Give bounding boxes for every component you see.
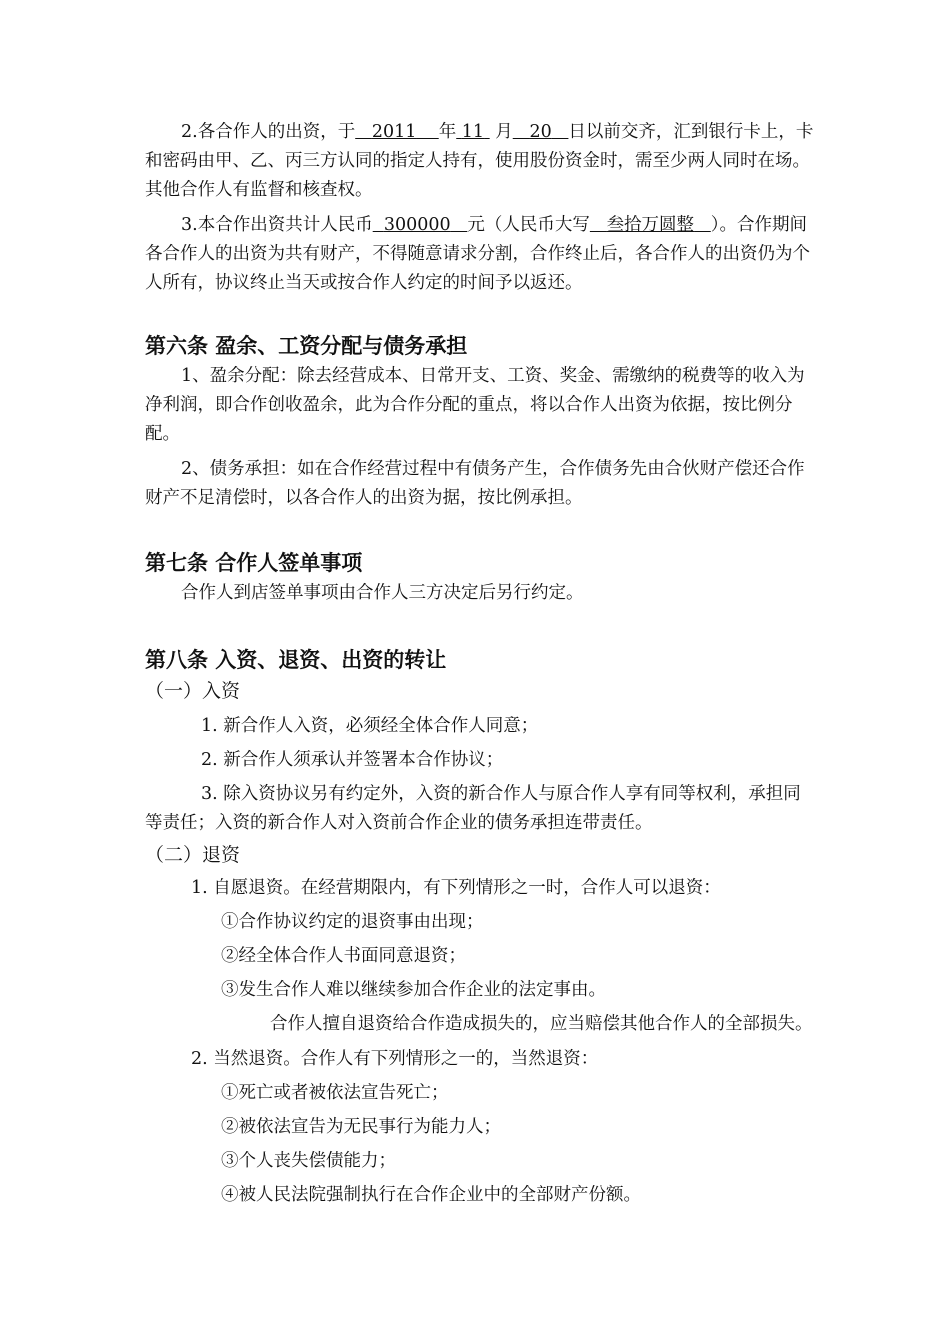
month-value: 11 xyxy=(461,122,485,142)
list-item: 3. 除入资协议另有约定外，入资的新合作人与原合作人享有同等权利，承担同等责任；入资的新合作人对入资前合作企业的债务承担连带责任。 xyxy=(145,784,801,833)
list-item: ③发生合作人难以继续参加合作企业的法定事由。 xyxy=(221,980,606,1000)
debt-bearing-paragraph: 2、债务承担：如在合作经营过程中有债务产生，合作债务先由合伙财产偿还合作财产不足清偿时，以各合作人的出资为据，按比例承担。 xyxy=(145,459,805,508)
list-item: ②经全体合作人书面同意退资； xyxy=(221,946,466,966)
month-blank xyxy=(456,122,489,142)
voluntary-withdrawal: 1. 自愿退资。在经营期限内，有下列情形之一时，合作人可以退资： xyxy=(191,878,721,898)
total-capital-paragraph xyxy=(145,211,815,298)
year-value: 2011 xyxy=(371,122,417,142)
text: 2.各合作人的出资，于 xyxy=(181,122,356,142)
day-value: 20 xyxy=(529,122,552,142)
amount-cn-value: 叁拾万圆整 xyxy=(606,215,695,235)
list-item: ④被人民法院强制执行在合作企业中的全部财产份额。 xyxy=(221,1185,641,1205)
voluntary-withdrawal-note: 合作人擅自退资给合作造成损失的，应当赔偿其他合作人的全部损失。 xyxy=(270,1014,813,1034)
year-blank xyxy=(355,122,439,142)
text: 月 xyxy=(495,122,513,142)
amount-value: 300000 xyxy=(383,215,451,235)
list-item: ①合作协议约定的退资事由出现； xyxy=(221,912,484,932)
text: 日以前交齐，汇到银行卡上，卡和密码由甲、乙、丙三方认同的指定人持有，使用股份资金时，需至少两人同时在场。其他合作人有监督和核查权。 xyxy=(145,122,814,200)
list-item: 1. 新合作人入资，必须经全体合作人同意； xyxy=(201,716,539,736)
list-item: ①死亡或者被依法宣告死亡； xyxy=(221,1083,449,1103)
document-page xyxy=(145,118,815,1210)
text: 年 xyxy=(438,122,457,142)
day-blank xyxy=(513,122,569,142)
amount-blank xyxy=(373,215,468,235)
surplus-distribution-paragraph: 1、盈余分配：除去经营成本、日常开支、工资、奖金、需缴纳的税费等的收入为净利润，即合作创收盈余，此为合作分配的重点，将以合作人出资为依据，按比例分配。 xyxy=(145,366,805,444)
contribution-deadline-paragraph xyxy=(145,118,815,205)
list-item: 2. 新合作人须承认并签署本合作协议； xyxy=(201,750,504,770)
withdrawal-heading: （二）退资 xyxy=(145,844,241,866)
capital-entry-heading: （一）入资 xyxy=(145,680,241,702)
text: 元（人民币大写 xyxy=(467,215,590,235)
section-8-title: 第八条 入资、退资、出资的转让 xyxy=(145,648,447,672)
section-7-title: 第七条 合作人签单事项 xyxy=(145,551,363,575)
list-item: ③个人丧失偿债能力； xyxy=(221,1151,396,1171)
amount-cn-blank xyxy=(590,215,711,235)
text: ）。合作期间各合作人的出资为共有财产，不得随意请求分割，合作终止后，各合作人的出资仍为个人所有，协议终止当天或按合作人约定的时间予以返还。 xyxy=(145,215,810,293)
section-6-title: 第六条 盈余、工资分配与债务承担 xyxy=(145,334,468,358)
text: 3.本合作出资共计人民币 xyxy=(181,215,373,235)
signing-paragraph: 合作人到店签单事项由合作人三方决定后另行约定。 xyxy=(181,583,584,603)
list-item: ②被依法宣告为无民事行为能力人； xyxy=(221,1117,501,1137)
automatic-withdrawal: 2. 当然退资。合作人有下列情形之一的，当然退资： xyxy=(191,1049,599,1069)
